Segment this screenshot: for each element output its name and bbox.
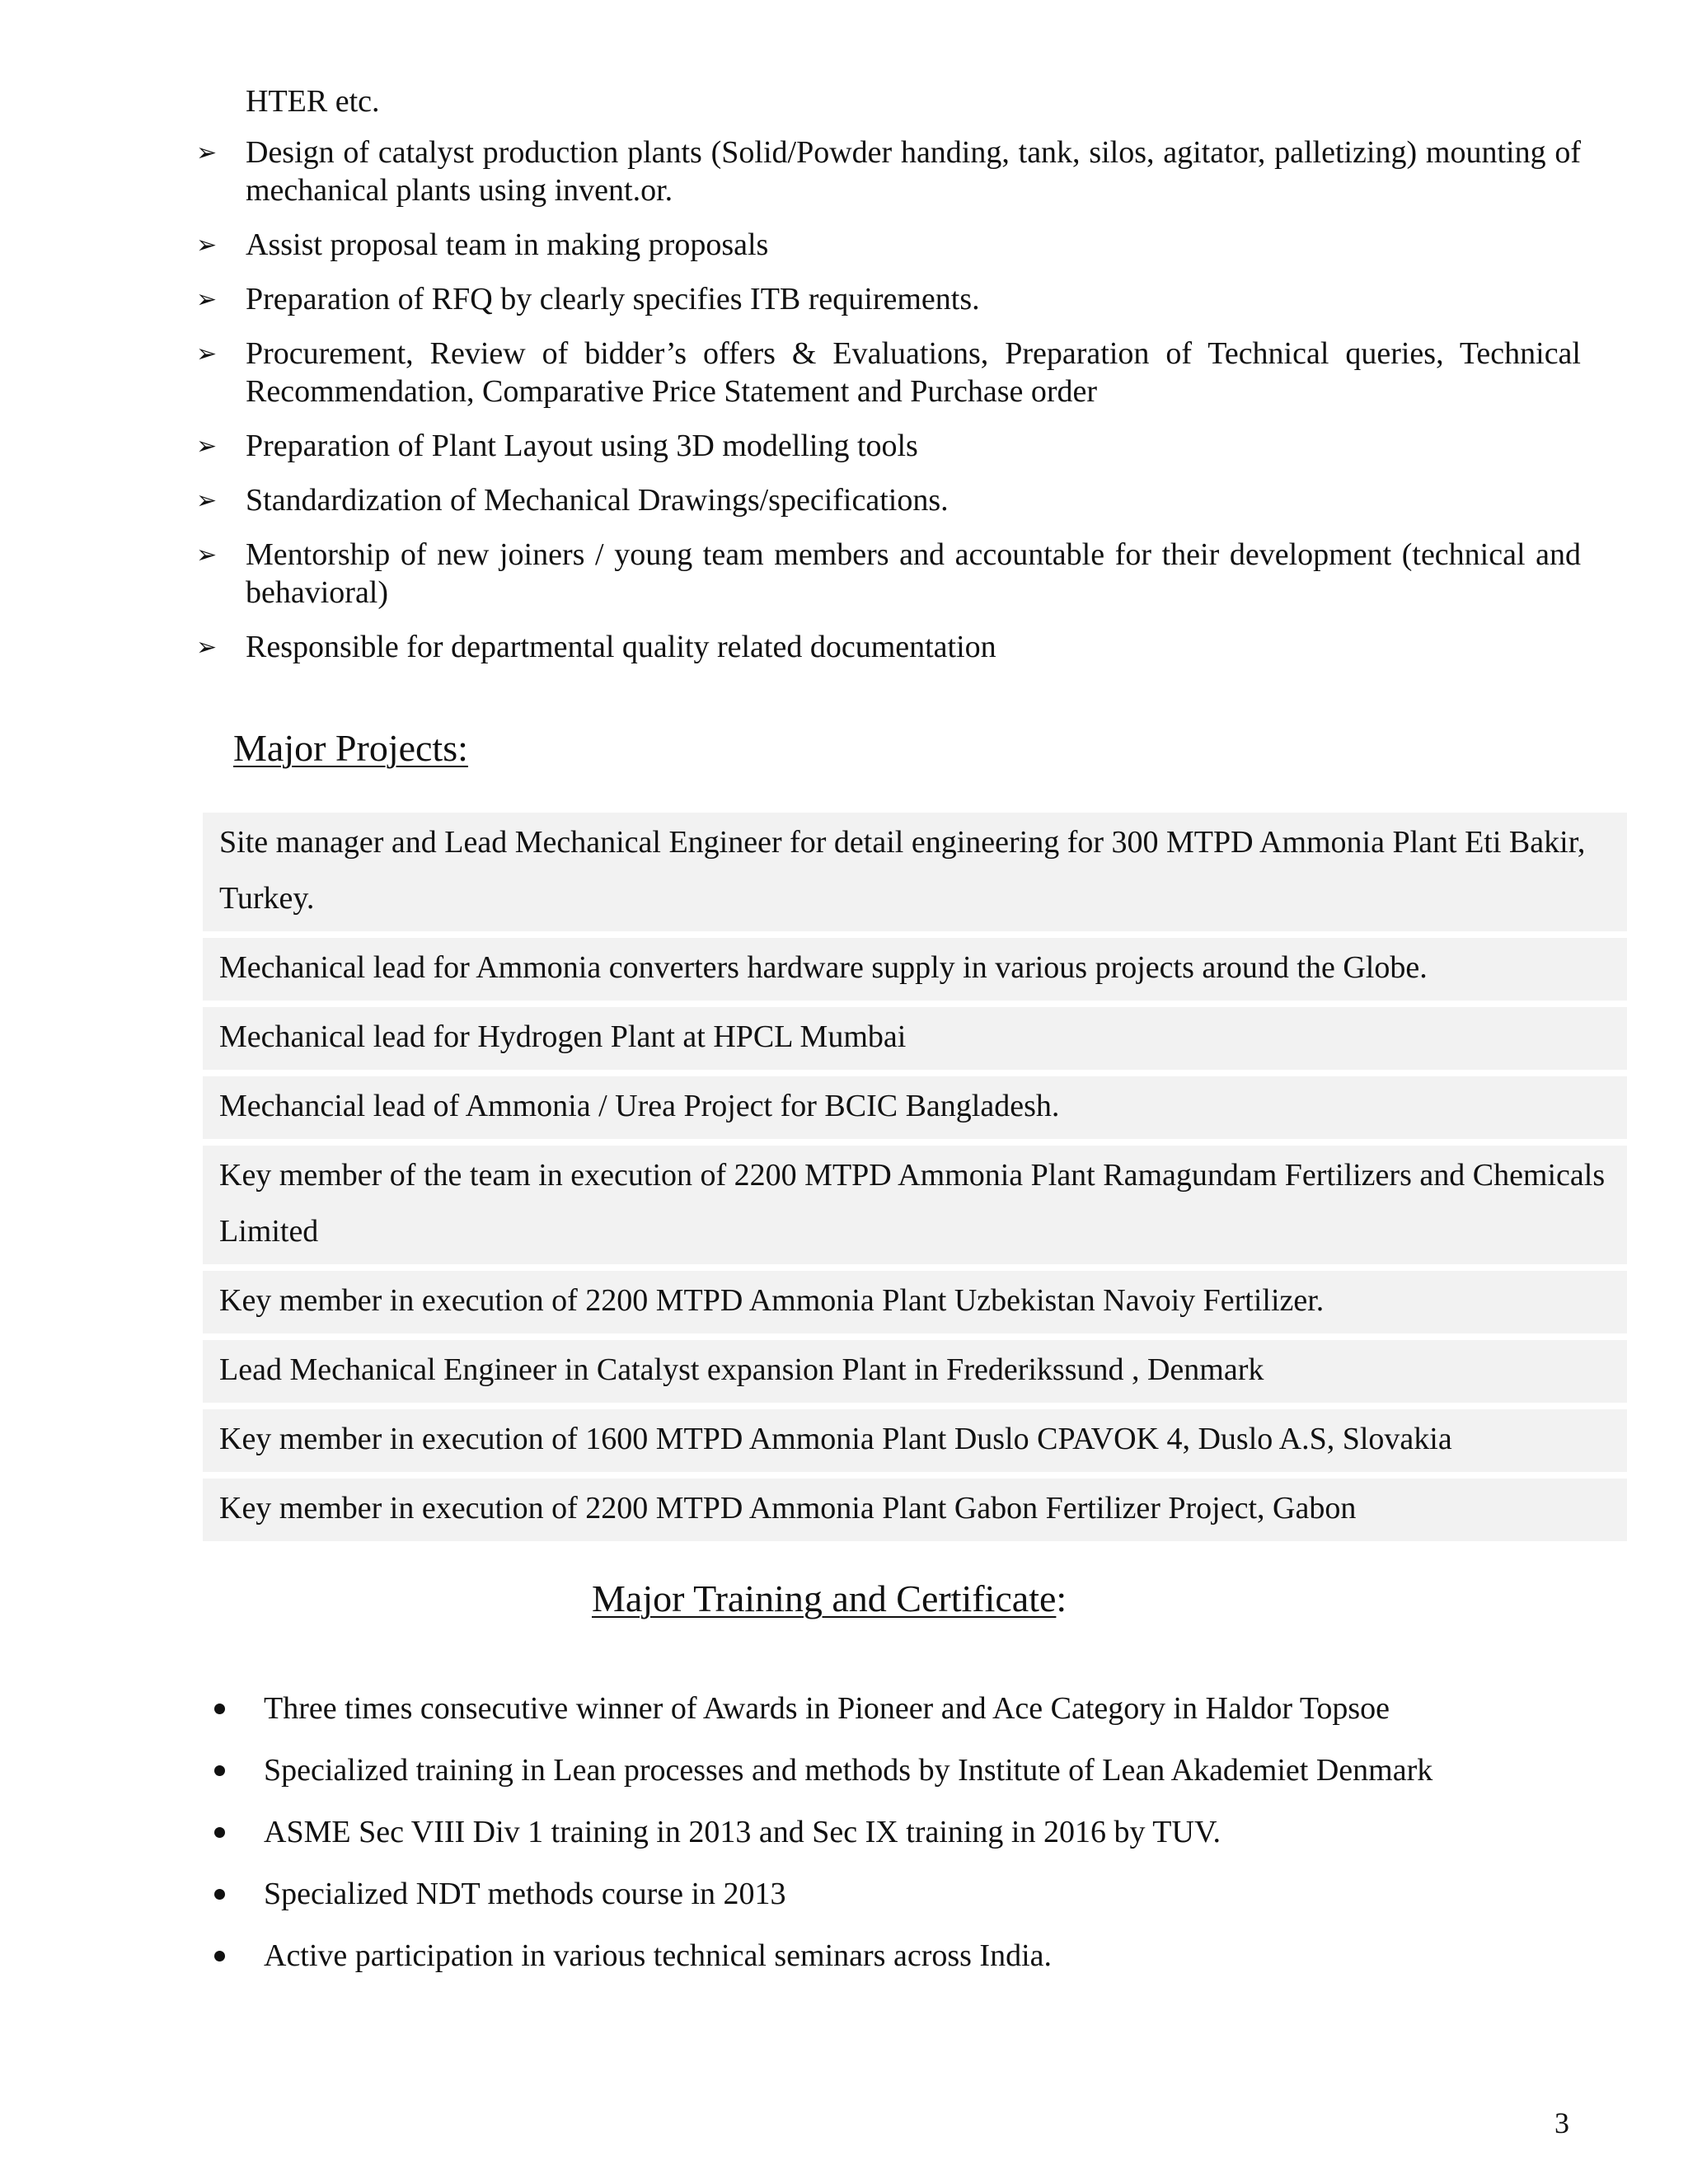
dot-bullet-icon [214, 1765, 225, 1776]
list-item-text: Mentorship of new joiners / young team members and accountable for their development (technical and behavioral) [246, 537, 1581, 610]
dot-bullet-icon [214, 1704, 225, 1714]
list-item [213, 1690, 1614, 1727]
arrow-bullet-icon: ➢ [196, 340, 218, 368]
list-item [195, 481, 1581, 519]
list-item [195, 628, 1581, 666]
major-projects-heading: Major Projects: [233, 727, 468, 769]
project-row: Key member of the team in execution of 2200 MTPD Ammonia Plant Ramagundam Fertilizers and Chemicals Limited [203, 1146, 1627, 1264]
page-number: 3 [1554, 2107, 1569, 2139]
list-item [195, 427, 1581, 465]
arrow-bullet-icon: ➢ [196, 432, 218, 461]
project-row: Key member in execution of 2200 MTPD Ammonia Plant Gabon Fertilizer Project, Gabon [203, 1479, 1627, 1541]
list-item-text: Standardization of Mechanical Drawings/specifications. [246, 483, 949, 518]
arrow-bullet-icon: ➢ [196, 486, 218, 515]
training-heading-text: Major Training and Certificate [592, 1577, 1057, 1619]
list-item-text: Specialized training in Lean processes and methods by Institute of Lean Akademiet Denmark [264, 1753, 1433, 1788]
training-list [213, 1690, 1614, 1999]
continuation-text: HTER etc. [246, 84, 380, 119]
arrow-bullet-icon: ➢ [196, 285, 218, 314]
arrow-bullet-icon: ➢ [196, 541, 218, 569]
arrow-bullet-icon: ➢ [196, 138, 218, 167]
list-item [195, 226, 1581, 264]
list-item [195, 134, 1581, 209]
dot-bullet-icon [214, 1889, 225, 1900]
list-item [213, 1875, 1614, 1913]
project-row: Key member in execution of 2200 MTPD Ammonia Plant Uzbekistan Navoiy Fertilizer. [203, 1271, 1627, 1333]
list-item-text: ASME Sec VIII Div 1 training in 2013 and Sec IX training in 2016 by TUV. [264, 1815, 1221, 1849]
dot-bullet-icon [214, 1827, 225, 1838]
arrow-bullet-icon: ➢ [196, 633, 218, 662]
project-row: Site manager and Lead Mechanical Engineer for detail engineering for 300 MTPD Ammonia Plant Eti Bakir, Turkey. [203, 813, 1627, 931]
list-item [195, 335, 1581, 410]
list-item-text: Responsible for departmental quality related documentation [246, 630, 996, 664]
list-item [195, 280, 1581, 318]
list-item-text: Active participation in various technical seminars across India. [264, 1938, 1053, 1973]
list-item [213, 1751, 1614, 1789]
list-item-text: Preparation of Plant Layout using 3D modelling tools [246, 429, 918, 463]
list-item [213, 1813, 1614, 1851]
project-row: Mechancial lead of Ammonia / Urea Project for BCIC Bangladesh. [203, 1076, 1627, 1139]
training-heading-colon: : [1056, 1577, 1067, 1619]
dot-bullet-icon [214, 1951, 225, 1961]
list-item-text: Assist proposal team in making proposals [246, 227, 769, 262]
list-item-text: Procurement, Review of bidder’s offers & Evaluations, Preparation of Technical queries, Technical Recommendation, Comparative Price Statement and Purchase order [246, 336, 1581, 409]
list-item-text: Preparation of RFQ by clearly specifies ITB requirements. [246, 282, 980, 316]
arrow-bullet-icon: ➢ [196, 231, 218, 260]
list-item [213, 1937, 1614, 1975]
list-item-text: Specialized NDT methods course in 2013 [264, 1877, 786, 1911]
project-row: Mechanical lead for Hydrogen Plant at HPCL Mumbai [203, 1007, 1627, 1070]
projects-table [203, 813, 1627, 1548]
list-item-text: Design of catalyst production plants (Solid/Powder handing, tank, silos, agitator, palletizing) mounting of mechanical plants using invent.or. [246, 135, 1581, 208]
list-item-text: Three times consecutive winner of Awards in Pioneer and Ace Category in Haldor Topsoe [264, 1691, 1390, 1726]
list-item [195, 536, 1581, 612]
major-training-heading [592, 1576, 1067, 1622]
project-row: Lead Mechanical Engineer in Catalyst expansion Plant in Frederikssund , Denmark [203, 1340, 1627, 1403]
project-row: Key member in execution of 1600 MTPD Ammonia Plant Duslo CPAVOK 4, Duslo A.S, Slovakia [203, 1409, 1627, 1472]
project-row: Mechanical lead for Ammonia converters hardware supply in various projects around the Globe. [203, 938, 1627, 1001]
responsibilities-list [195, 134, 1581, 682]
